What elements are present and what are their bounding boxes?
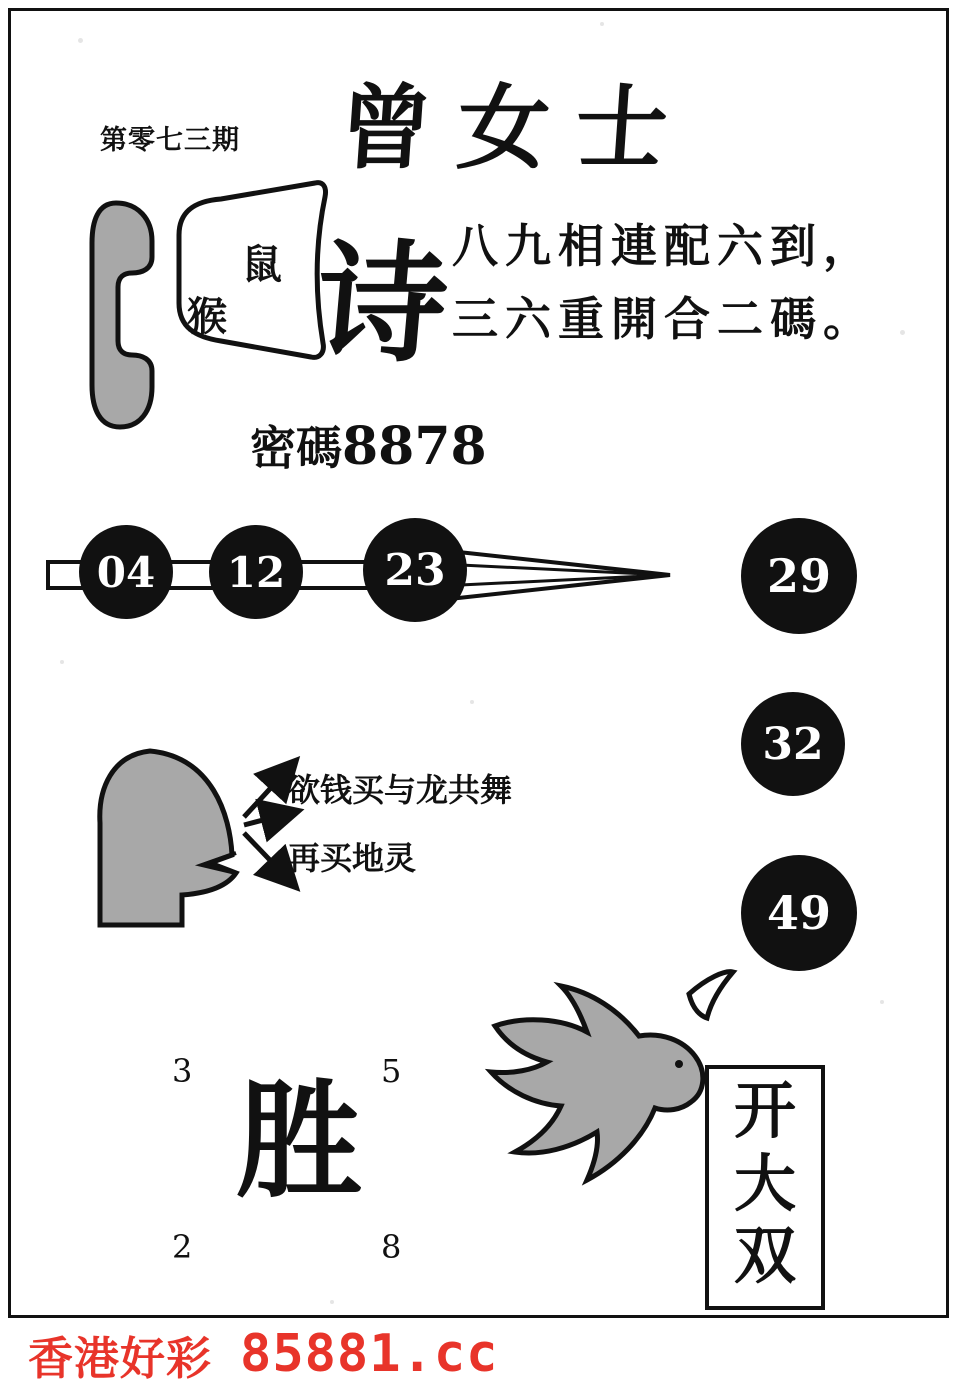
telephone-handset-icon bbox=[86, 195, 176, 435]
corner-digit-bottom-right: 8 bbox=[381, 1228, 402, 1266]
corner-digit-top-left: 3 bbox=[172, 1052, 193, 1090]
paper-speck bbox=[60, 660, 64, 664]
bubble-char-2: 猴 bbox=[187, 293, 227, 340]
paper-speck bbox=[330, 1300, 334, 1304]
head-line-2: 再买地灵 bbox=[288, 839, 417, 877]
vertical-text-box bbox=[705, 1065, 825, 1310]
speech-bubble bbox=[165, 175, 335, 390]
paper-speck bbox=[78, 38, 83, 43]
footer-site-url[interactable]: 85881.cc bbox=[240, 1324, 499, 1384]
lottery-ball: 04 bbox=[79, 525, 173, 619]
lottery-ball: 32 bbox=[741, 692, 845, 796]
footer-site-name: 香港好彩 bbox=[28, 1331, 213, 1385]
corner-digit-top-right: 5 bbox=[381, 1052, 402, 1090]
vbox-char-2: 大 bbox=[733, 1146, 796, 1220]
lottery-ball: 12 bbox=[209, 525, 303, 619]
head-line-1: 欲钱买与龙共舞 bbox=[288, 771, 513, 809]
paper-speck bbox=[470, 700, 474, 704]
lottery-ball: 29 bbox=[741, 518, 857, 634]
poem-line-1: 八九相連配六到， bbox=[452, 219, 876, 273]
password-label: 密碼 bbox=[250, 421, 342, 475]
paper-speck bbox=[600, 22, 604, 26]
bubble-char-1: 鼠 bbox=[242, 241, 282, 288]
poem-big-char: 诗 bbox=[310, 227, 454, 380]
center-big-char: 胜 bbox=[236, 1067, 362, 1215]
lottery-ball: 23 bbox=[363, 518, 467, 622]
password-row bbox=[250, 412, 487, 478]
lottery-ball: 49 bbox=[741, 855, 857, 971]
issue-label: 第零七三期 bbox=[100, 125, 240, 156]
vbox-char-1: 开 bbox=[733, 1074, 796, 1147]
page-title: 曾女士 bbox=[335, 74, 698, 182]
paper-speck bbox=[880, 1000, 884, 1004]
password-number: 8878 bbox=[342, 416, 487, 477]
vbox-char-3: 双 bbox=[733, 1219, 796, 1293]
corner-digit-bottom-left: 2 bbox=[172, 1228, 193, 1266]
footer bbox=[0, 1320, 961, 1388]
paper-speck bbox=[900, 330, 905, 335]
poem-line-2: 三六重開合二碼。 bbox=[452, 292, 876, 346]
